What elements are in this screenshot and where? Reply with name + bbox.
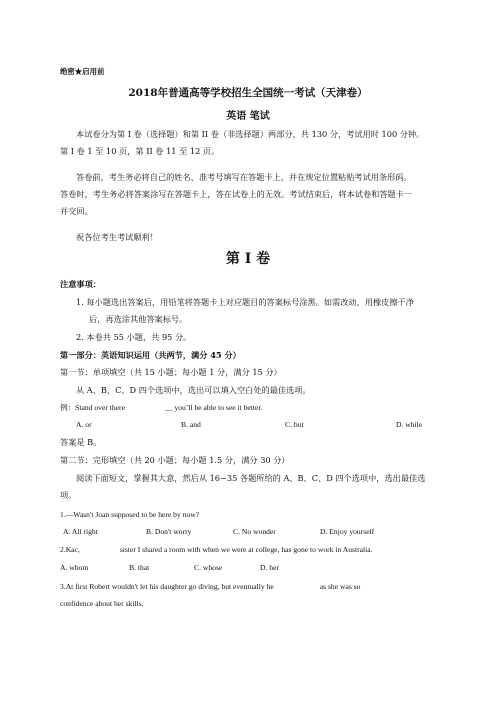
- q2-option-c: C. whose: [194, 563, 223, 572]
- intro-p2-line3: 并交回。: [60, 206, 93, 216]
- subject-title: 英语 笔试: [226, 111, 270, 122]
- q1-option-b: B. Don't worry: [146, 527, 192, 536]
- q2-option-d: D. her: [260, 563, 279, 572]
- s2-instruction-line2: 项。: [60, 490, 77, 500]
- intro-wish: 祝各位考生考试顺利！: [76, 232, 158, 242]
- question-1-stem: 1.—Wasn't Joan supposed to be here by now?: [60, 510, 200, 519]
- q1-option-c: C. No wonder: [233, 527, 276, 536]
- example-blank: __: [164, 403, 173, 412]
- q1-option-d: D. Enjoy yourself: [320, 527, 375, 536]
- intro-p2-line2: 答卷时，考生务必将答案涂写在答题卡上，答在试卷上的无效。考试结束后，将本试卷和答题卡一: [60, 189, 413, 199]
- s1-instruction: 从 A、B、C、D 四个选项中，选出可以填入空白处的最佳选项。: [76, 385, 311, 395]
- example-prefix: 例：Stand over there: [60, 403, 125, 412]
- q1-option-a: A. All right: [63, 527, 98, 536]
- section1-title: 第一部分：英语知识运用（共两节，满分 45 分）: [60, 350, 241, 360]
- note1-line1: 1. 每小题选出答案后，用铅笔将答题卡上对应题目的答案标号涂黑。如需改动，用橡皮擦干净: [76, 297, 414, 307]
- exam-title: 2018年普通高等学校招生全国统一考试（天津卷）: [128, 87, 368, 99]
- q2-option-b: B. that: [129, 563, 150, 572]
- note2: 2. 本卷共 55 小题，共 95 分。: [76, 332, 192, 342]
- example-answer: 答案是 B。: [60, 437, 102, 447]
- part1-title: 第 I 卷: [225, 251, 271, 267]
- q2-option-a: A. whom: [60, 563, 89, 572]
- example-option-b: B. and: [181, 420, 201, 429]
- q3-stem-line1b: as she was so: [319, 582, 361, 591]
- note1-line2: 后，再选涂其他答案标号。: [89, 314, 188, 324]
- example-option-c: C. but: [285, 420, 304, 429]
- example-suffix: you’ll be able to see it better.: [174, 403, 263, 412]
- q3-stem-line1a: 3.At first Robert wouldn't let his daughter go diving, but eventually he: [60, 582, 274, 591]
- question-3-stem-line2: confidence about her skills.: [60, 599, 144, 608]
- intro-p1-line1: 本试卷分为第 I 卷（选择题）和第 II 卷（非选择题）两部分，共 130 分，考试用时 100 分钟。: [76, 129, 425, 139]
- s2-heading: 第二节：完形填空（共 20 小题；每小题 1.5 分，满分 30 分）: [60, 455, 290, 465]
- q2-stem-b: sister I shared a room with when we were at college, has gone to work in Australia.: [119, 545, 373, 554]
- intro-p2-line1: 答卷前，考生务必将自己的姓名、准考号填写在答题卡上，并在规定位置粘贴考试用条形码。: [76, 172, 412, 182]
- intro-p1-line2: 第 I 卷 1 至 10 页，第 II 卷 11 至 12 页。: [60, 146, 220, 156]
- confidential-label: 绝密★启用前: [60, 67, 105, 76]
- notes-title: 注意事项：: [60, 279, 101, 289]
- example-option-a: A. or: [76, 420, 92, 429]
- s2-instruction-line1: 阅读下面短文，掌握其大意，然后从 16~35 各题所给的 A、B、C、D 四个选项中，选出最佳选: [76, 473, 426, 483]
- s1-heading: 第一节：单项填空（共 15 小题；每小题 1 分，满分 15 分）: [60, 367, 282, 377]
- question-3-stem-line1: [60, 581, 438, 592]
- example-question: [60, 402, 438, 413]
- example-option-d: D. while: [396, 420, 423, 429]
- q2-stem-a: 2.Kac,: [60, 545, 80, 554]
- question-2-stem: [60, 544, 438, 555]
